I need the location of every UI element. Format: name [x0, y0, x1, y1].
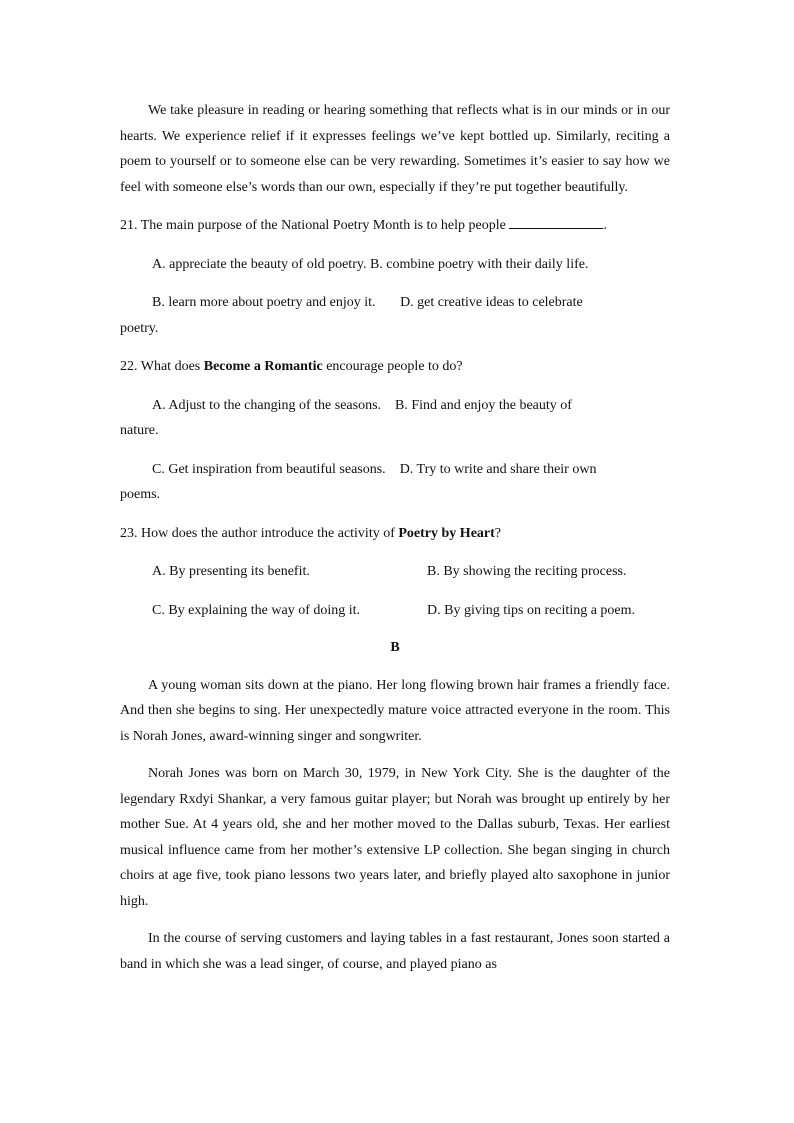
- question-23-options-ab: [120, 559, 670, 585]
- question-21-text: 21. The main purpose of the National Poetry Month is to help people: [120, 218, 506, 233]
- option-22-b-continued: nature.: [120, 423, 159, 438]
- option-22-b: B. Find and enjoy the beauty of: [395, 397, 572, 413]
- section-b-heading: B: [390, 640, 400, 655]
- question-21-end: .: [603, 218, 607, 233]
- option-22-d: D. Try to write and share their own: [399, 461, 597, 477]
- question-21-options-bd: [120, 290, 670, 341]
- question-22-pre: 22. What does: [120, 359, 201, 374]
- option-21-a: A. appreciate the beauty of old poetry.: [152, 256, 367, 272]
- question-22-post: encourage people to do?: [326, 359, 463, 374]
- question-22-options-cd: [120, 457, 670, 508]
- option-23-a: A. By presenting its benefit.: [152, 564, 310, 579]
- option-21-b-inline: B. combine poetry with their daily life.: [369, 256, 589, 272]
- option-21-b: B. learn more about poetry and enjoy it.: [152, 295, 376, 310]
- option-22-a: A. Adjust to the changing of the seasons.: [152, 397, 382, 413]
- passage-b-paragraph-1: A young woman sits down at the piano. Her long flowing brown hair frames a friendly face. And then she begins to sing. Her unexpectedly mature voice attracted everyone in the room. This is Norah Jones, award-winning singer and songwriter.: [120, 677, 670, 744]
- question-23-options-cd: [120, 598, 670, 624]
- question-23-pre: 23. How does the author introduce the activity of: [120, 525, 395, 541]
- exam-page: [120, 98, 670, 977]
- question-23-bold: Poetry by Heart: [398, 525, 495, 541]
- question-23-post: ?: [494, 525, 502, 541]
- question-21-options-ab: [120, 252, 670, 278]
- option-22-c: C. Get inspiration from beautiful seasons.: [152, 461, 386, 477]
- question-21-stem: [120, 213, 670, 239]
- passage-a-paragraph: We take pleasure in reading or hearing something that reflects what is in our minds or in our hearts. We experience relief if it expresses feelings we’ve kept bottled up. Similarly, reciting a poem to yourself or to someone else can be very rewarding. Sometimes it’s easier to say how we feel with someone else’s words than our own, especially if they’re put together beautifully.: [120, 103, 670, 195]
- option-23-b: B. By showing the reciting process.: [427, 564, 627, 579]
- option-22-d-continued: poems.: [120, 487, 161, 502]
- question-23-stem: [120, 521, 670, 547]
- option-23-c: C. By explaining the way of doing it.: [152, 602, 361, 618]
- option-21-d: D. get creative ideas to celebrate: [400, 295, 583, 310]
- option-23-d: D. By giving tips on reciting a poem.: [427, 602, 636, 618]
- question-22-options-ab: [120, 393, 670, 444]
- answer-blank: [509, 216, 603, 229]
- question-22-stem: [120, 354, 670, 380]
- option-21-d-continued: poetry.: [120, 320, 159, 336]
- passage-b-paragraph-3: In the course of serving customers and laying tables in a fast restaurant, Jones soon started a band in which she was a lead singer, of course, and played piano as: [120, 931, 670, 972]
- question-22-bold: Become a Romantic: [203, 359, 323, 374]
- passage-b-paragraph-2: Norah Jones was born on March 30, 1979, in New York City. She is the daughter of the legendary Rxdyi Shankar, a very famous guitar player; but Norah was brought up entirely by her mother Sue. At 4 years old, she and her mother moved to the Dallas suburb, Texas. Her earliest musical influence came from her mother’s extensive LP collection. She began singing in church choirs at age five, took piano lessons two years later, and briefly played alto saxophone in junior high.: [120, 766, 670, 909]
